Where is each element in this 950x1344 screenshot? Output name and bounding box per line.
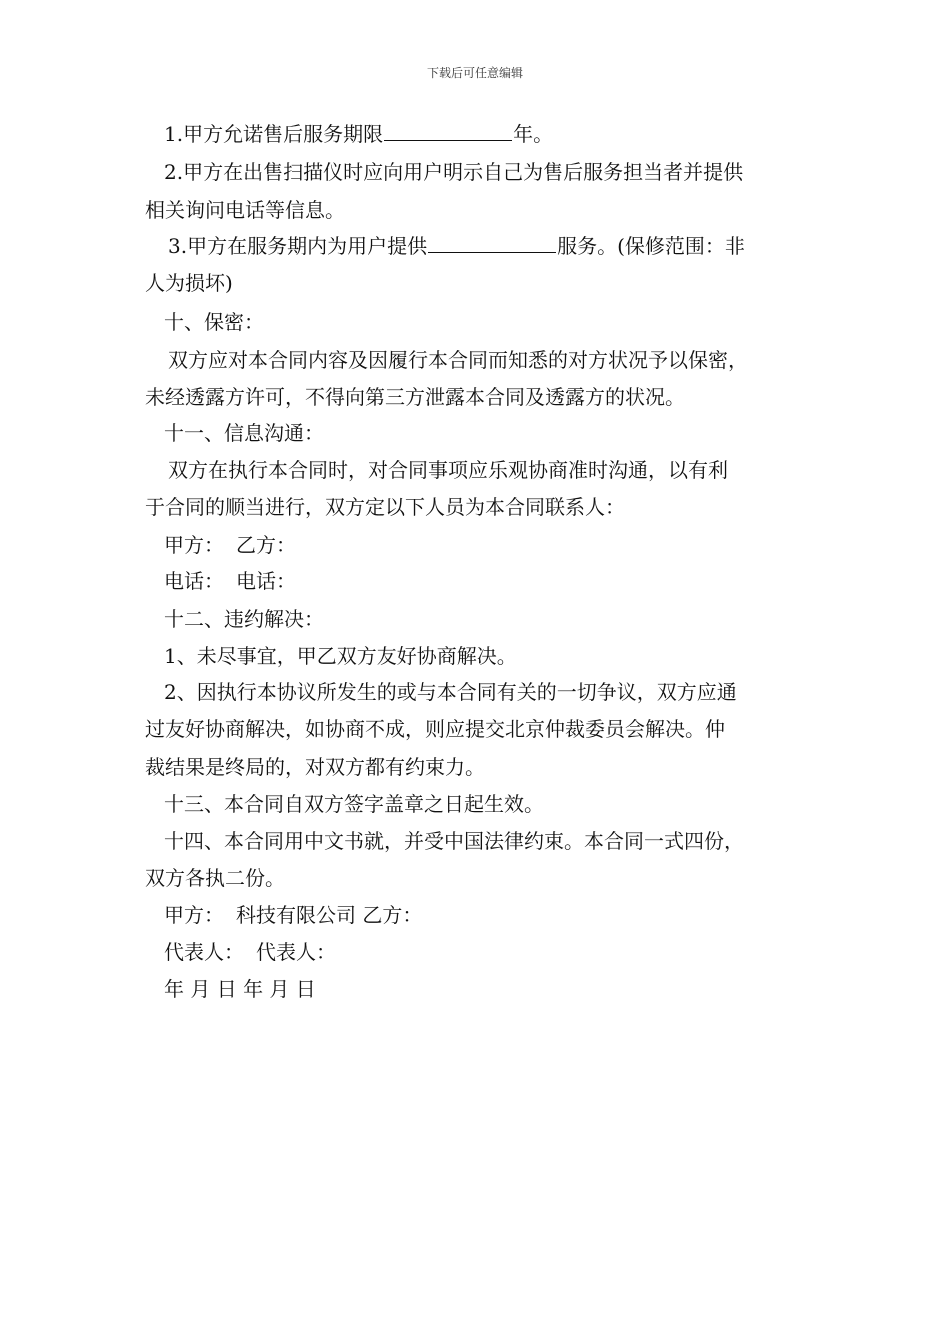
page-header: 下载后可任意编辑 [426, 66, 523, 80]
clause-service-provider-cont: 相关询问电话等信息。 [145, 198, 345, 222]
signature-party-line: 甲方： 科技有限公司 乙方： [164, 903, 423, 927]
service-scope-blank [428, 230, 556, 253]
section-language-law: 十四、本合同用中文书就，并受中国法律约束。本合同一式四份， [164, 829, 744, 853]
section-effective-date: 十三、本合同自双方签字盖章之日起生效。 [164, 792, 544, 816]
section-heading-confidentiality: 十、保密： [164, 310, 264, 334]
dispute-clause-2-cont-2: 裁结果是终局的，对双方都有约束力。 [145, 755, 485, 779]
section-heading-communication: 十一、信息沟通： [164, 421, 324, 445]
clause-service-provider: 2.甲方在出售扫描仪时应向用户明示自己为售后服务担当者并提供 [164, 160, 744, 184]
confidentiality-text-2: 未经透露方许可，不得向第三方泄露本合同及透露方的状况。 [145, 385, 685, 409]
contact-party-line: 甲方： 乙方： [164, 533, 296, 557]
dispute-clause-2: 2、因执行本协议所发生的或与本合同有关的一切争议，双方应通 [164, 680, 737, 704]
section-heading-dispute: 十二、违约解决： [164, 607, 324, 631]
warranty-period-blank [384, 118, 512, 141]
clause-service-scope: 3.甲方在服务期内为用户提供 服务。(保修范围：非 [168, 228, 848, 264]
contact-phone-line: 电话： 电话： [164, 569, 296, 593]
signature-representative-line: 代表人： 代表人： [164, 940, 336, 964]
confidentiality-text-1: 双方应对本合同内容及因履行本合同而知悉的对方状况予以保密， [168, 348, 748, 372]
clause-warranty-period: 1.甲方允诺售后服务期限 年。 [164, 116, 844, 152]
section-language-law-cont: 双方各执二份。 [145, 866, 285, 890]
signature-date-line: 年 月 日 年 月 日 [164, 977, 316, 1001]
communication-text-1: 双方在执行本合同时，对合同事项应乐观协商准时沟通，以有利 [168, 458, 728, 482]
dispute-clause-1: 1、未尽事宜，甲乙双方友好协商解决。 [164, 644, 517, 668]
clause-service-scope-cont: 人为损坏) [145, 271, 233, 295]
dispute-clause-2-cont-1: 过友好协商解决，如协商不成，则应提交北京仲裁委员会解决。仲 [145, 717, 725, 741]
communication-text-2: 于合同的顺当进行，双方定以下人员为本合同联系人： [145, 495, 625, 519]
